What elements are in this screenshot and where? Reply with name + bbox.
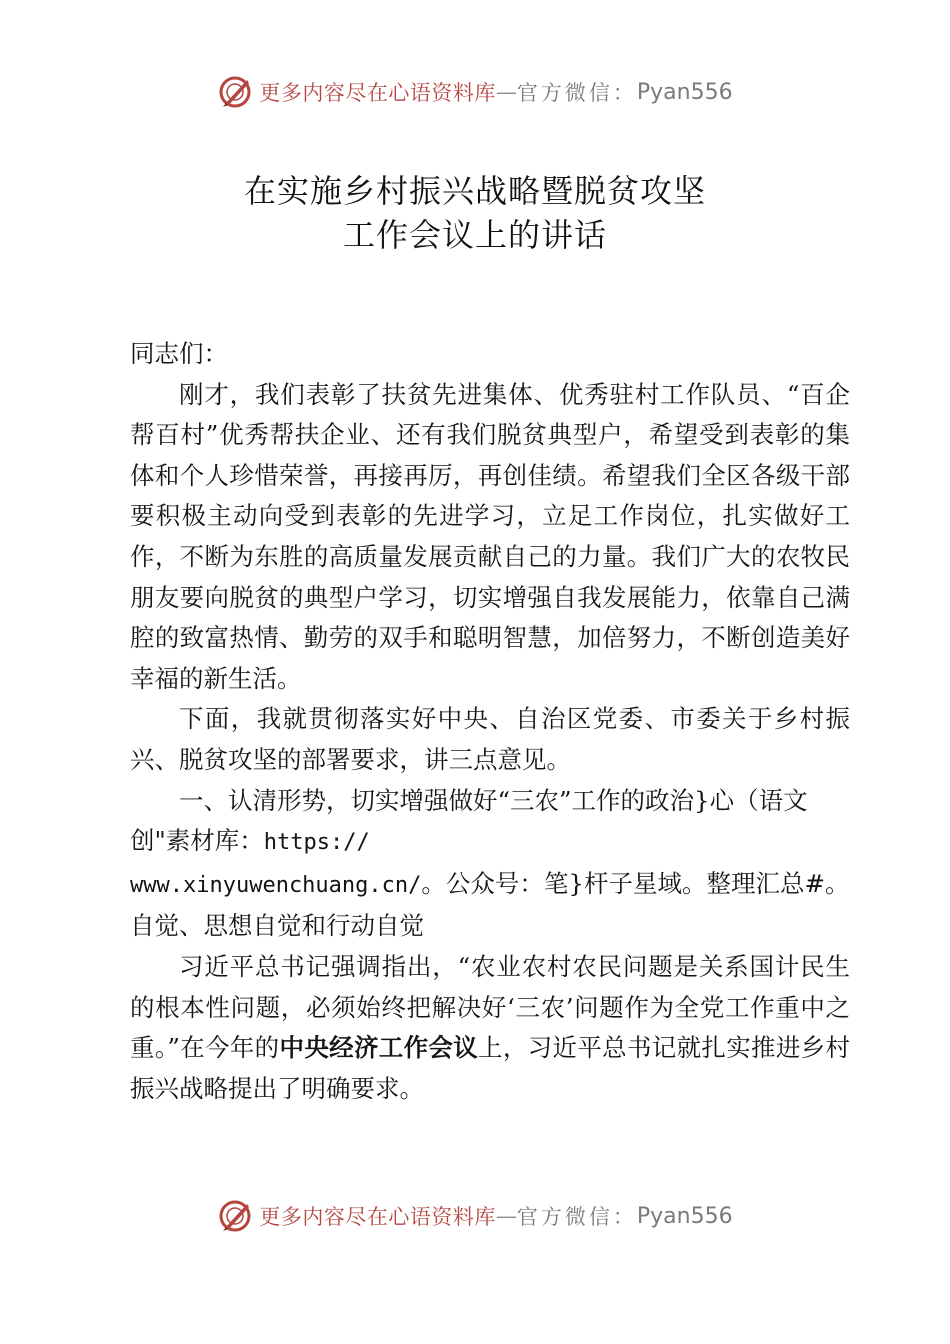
paragraph-3-text-a: 一、认清形势，切实增强做好“三农”工作的政治}心（语文创"素材库：: [130, 785, 808, 856]
footer-banner: [0, 1196, 950, 1236]
banner-wechat-label: 官方微信：: [516, 1205, 637, 1229]
banner-wechat-id: Pyan556: [636, 1203, 733, 1229]
document-title-line1: 在实施乡村振兴战略暨脱贫攻坚: [243, 172, 706, 210]
paragraph-3: [130, 781, 850, 947]
banner-dash: —: [495, 80, 517, 104]
banner-dash: —: [495, 1204, 517, 1228]
paragraph-2: 下面，我就贯彻落实好中央、自治区党委、市委关于乡村振兴、脱贫攻坚的部署要求，讲三点意见。: [130, 704, 850, 774]
paragraph-3-url-b: www.xinyuwenchuang.cn/: [130, 872, 422, 898]
banner-wechat-label: 官方微信：: [516, 81, 637, 105]
greeting: 同志们：: [130, 339, 228, 368]
paragraph-4: [130, 947, 850, 1109]
banner-red-text: 更多内容尽在心语资料库: [259, 81, 496, 105]
paragraph-4-bold-term: 中央经济工作会议: [279, 1033, 479, 1063]
pen-logo-icon: [217, 1198, 253, 1234]
paragraph-3-text-b: 。公众号：笔}杆子星域。整理汇总#。自觉、思想自觉和行动自觉: [130, 868, 850, 941]
banner-wechat-id: Pyan556: [636, 79, 733, 105]
document-title-line2: 工作会议上的讲话: [342, 216, 607, 254]
paragraph-4-text-a: 习近平总书记强调指出，“农业农村农民问题是关系国计民生的根本性问题，必须始终把解决好‘三农’问题作为全党工作重中之重。”在今年的: [130, 951, 850, 1063]
paragraph-4-text-b: 上，习近平总书记就扎实推进乡村振兴战略提出了明确要求。: [130, 1033, 850, 1103]
paragraph-3-url-a: https://: [263, 830, 370, 856]
pen-logo-icon: [217, 74, 253, 110]
header-banner: [0, 72, 950, 112]
banner-red-text: 更多内容尽在心语资料库: [259, 1205, 496, 1229]
document-body: [130, 334, 850, 1109]
paragraph-1: 刚才，我们表彰了扶贫先进集体、优秀驻村工作队员、“百企帮百村”优秀帮扶企业、还有我们脱贫典型户，希望受到表彰的集体和个人珍惜荣誉，再接再厉，再创佳绩。希望我们全区各级干部要积极主动向受到表彰的先进学习，立足工作岗位，扎实做好工作，不断为东胜的高质量发展贡献自己的力量。我们广大的农牧民朋友要向脱贫的典型户学习，切实增强自我发展能力，依靠自己满腔的致富热情、勤劳的双手和聪明智慧，加倍努力，不断创造美好幸福的新生活。: [130, 379, 850, 693]
